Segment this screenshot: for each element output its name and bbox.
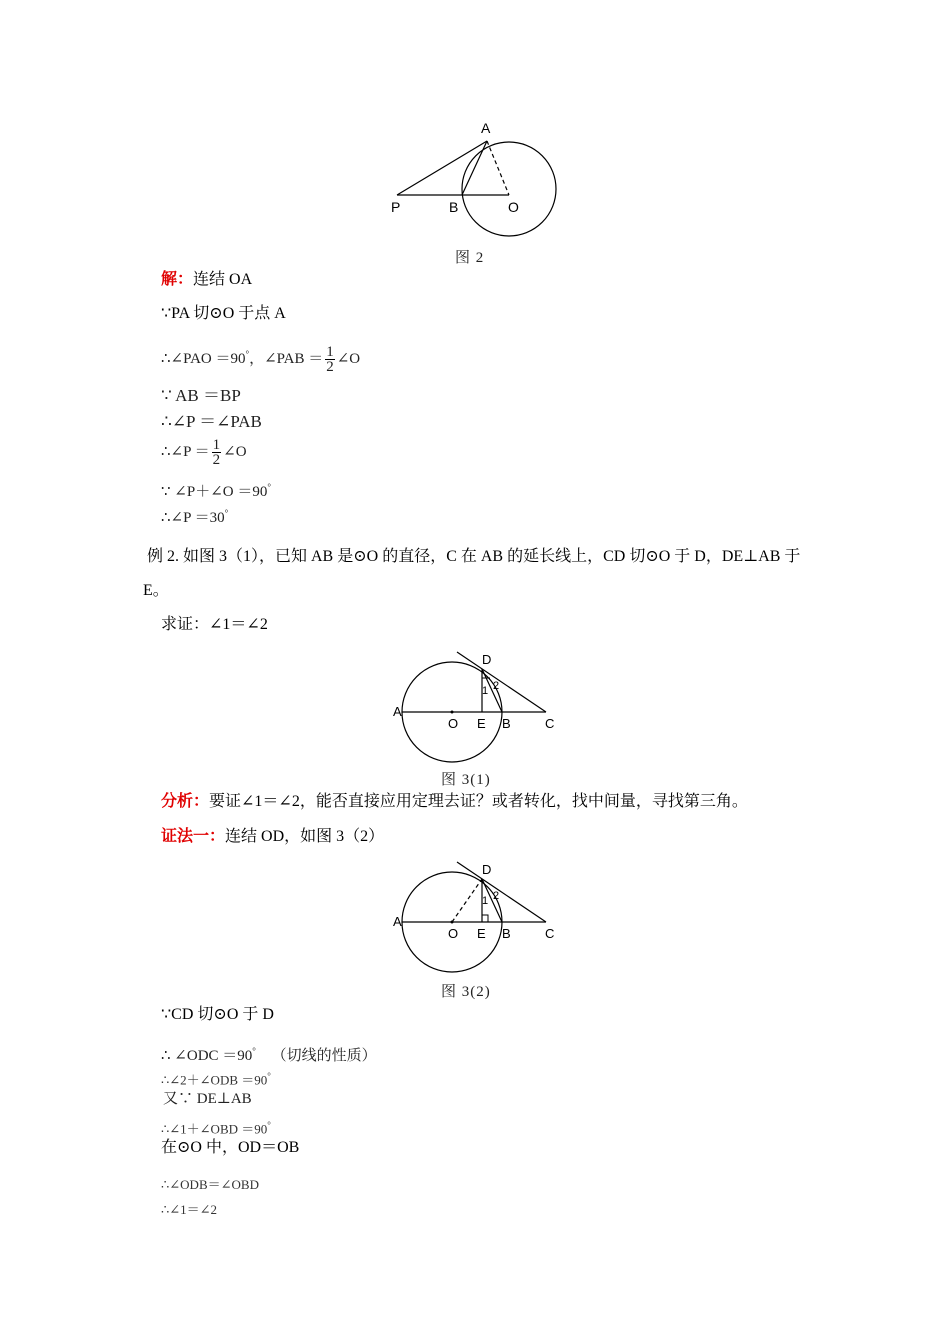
proof-line-5 — [161, 1116, 271, 1138]
proof-line-6: 在⊙O 中，OD＝OB — [161, 1139, 300, 1156]
example-2-prove: 求证：∠1＝∠2 — [161, 616, 268, 633]
l8: ∴∠P ＝30 — [161, 510, 225, 526]
angle-label-2: 2 — [493, 680, 500, 692]
l3b: ，∠PAB ＝ — [249, 351, 324, 367]
point-label-c: C — [545, 926, 555, 941]
solution-line-1 — [161, 270, 252, 290]
denominator: 2 — [326, 359, 334, 376]
method-1-text: 连结 OD，如图 3（2） — [225, 828, 385, 845]
denominator: 2 — [212, 452, 221, 468]
figure-3-2-caption: 图 3(2) — [441, 984, 491, 1000]
fraction-half — [325, 345, 335, 374]
point-label-d: D — [482, 862, 492, 877]
point-label-b: B — [449, 199, 459, 215]
l6a: ∴∠P ＝ — [161, 443, 210, 460]
circle-o — [462, 142, 556, 236]
degree: ° — [245, 349, 250, 359]
point-label-o: O — [448, 926, 459, 941]
point-label-d: D — [482, 652, 492, 667]
solution-line-3 — [161, 344, 360, 374]
degree: ° — [267, 482, 271, 492]
analysis-label: 分析： — [161, 793, 210, 810]
figure-2-caption: 图 2 — [455, 250, 485, 266]
degree: ° — [224, 508, 229, 518]
figure-2-diagram — [385, 115, 565, 245]
point-label-e: E — [477, 926, 486, 941]
point-label-a: A — [393, 914, 402, 929]
analysis-text: 要证∠1＝∠2，能否直接应用定理去证？或者转化，找中间量，寻找第三角。 — [209, 793, 748, 810]
proof-line-2 — [161, 1041, 377, 1066]
segment-od-dashed — [452, 879, 482, 922]
proof-line-7: ∴∠ODB＝∠OBD — [161, 1177, 259, 1192]
degree: ° — [267, 1120, 271, 1130]
solution-line-2: ∵PA 切⊙O 于点 A — [161, 305, 286, 322]
example-2-line-1: 例 2. 如图 3（1），已知 AB 是⊙O 的直径，C 在 AB 的延长线上，CD 切⊙O 于 D，DE⊥AB 于 — [147, 548, 801, 565]
segment-pa — [397, 141, 487, 195]
segment-oa-dashed — [487, 141, 509, 195]
point-label-o: O — [448, 716, 459, 731]
proof-line-8: ∴∠1＝∠2 — [161, 1202, 218, 1217]
figure-3-1-diagram — [385, 648, 565, 768]
point-label-c: C — [545, 716, 555, 731]
tangent-property-note: （切线的性质） — [271, 1048, 377, 1064]
center-dot — [451, 921, 454, 924]
point-label-o: O — [508, 199, 519, 215]
figure-3-1-caption: 图 3(1) — [441, 772, 491, 788]
right-angle-mark — [482, 915, 488, 922]
solution-text: 连结 OA — [193, 271, 253, 288]
p3: ∴∠2＋∠ODB ＝90 — [161, 1072, 268, 1088]
l3a: ∴∠PAO ＝90 — [161, 351, 246, 367]
proof-line-1: ∵CD 切⊙O 于 D — [161, 1006, 274, 1023]
solution-line-6 — [161, 438, 247, 467]
numerator: 1 — [212, 437, 221, 453]
p2: ∴ ∠ODC ＝90 — [161, 1048, 253, 1064]
proof-line-3 — [161, 1067, 271, 1089]
point-label-a: A — [481, 120, 491, 136]
solution-line-8 — [161, 503, 228, 528]
fraction-half — [212, 438, 222, 467]
numerator: 1 — [326, 344, 334, 361]
p5: ∴∠1＋∠OBD ＝90 — [161, 1121, 268, 1137]
solution-line-7 — [161, 477, 271, 502]
l7: ∵ ∠P＋∠O ＝90 — [161, 484, 268, 500]
solution-label: 解： — [161, 271, 194, 288]
point-label-p: P — [391, 199, 401, 215]
example-2-line-2: E。 — [143, 582, 169, 599]
angle-label-1: 1 — [482, 685, 489, 697]
point-label-b: B — [502, 716, 511, 731]
solution-line-4: ∵ AB ＝BP — [161, 386, 241, 405]
method-1-line — [161, 827, 384, 847]
degree: ° — [252, 1046, 256, 1056]
proof-line-4: 又∵ DE⊥AB — [163, 1091, 252, 1107]
solution-line-5: ∴∠P ＝∠PAB — [161, 412, 262, 431]
center-dot — [451, 711, 454, 714]
l6b: ∠O — [223, 443, 247, 460]
degree: ° — [267, 1071, 271, 1081]
analysis-line — [161, 792, 748, 812]
l3c: ∠O — [336, 351, 361, 367]
angle-label-1: 1 — [482, 895, 489, 907]
method-1-label: 证法一： — [161, 828, 226, 845]
point-label-e: E — [477, 716, 486, 731]
figure-3-2-diagram — [385, 858, 565, 978]
point-label-b: B — [502, 926, 511, 941]
point-label-a: A — [393, 704, 402, 719]
angle-label-2: 2 — [493, 890, 500, 902]
